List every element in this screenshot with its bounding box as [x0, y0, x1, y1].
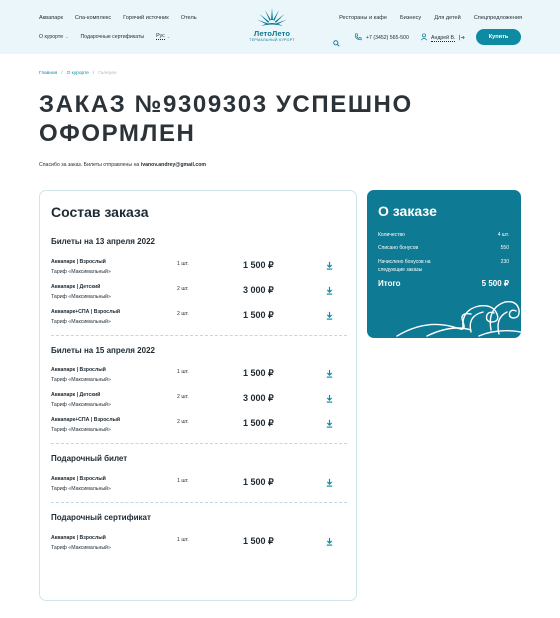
page-title: ЗАКАЗ №9309303 УСПЕШНО ОФОРМЛЕН [39, 91, 413, 147]
summary-label: Количество [378, 232, 405, 238]
order-item [51, 417, 347, 437]
item-quantity: 1 шт. [177, 478, 189, 484]
breadcrumb-current: Галерея [98, 71, 117, 76]
top-nav-right [339, 15, 522, 21]
item-price: 1 500 ₽ [243, 418, 274, 428]
download-icon[interactable] [325, 390, 334, 408]
order-item [51, 284, 347, 304]
item-price: 1 500 ₽ [243, 477, 274, 487]
order-contents-title: Состав заказа [51, 204, 149, 220]
summary-row [378, 244, 509, 252]
breadcrumb-separator: / [61, 71, 63, 76]
order-item [51, 309, 347, 329]
section-title: Подарочный билет [51, 454, 128, 463]
breadcrumb [39, 71, 117, 76]
phone-link[interactable] [354, 33, 409, 43]
item-tariff: Тариф «Максимальный» [51, 319, 111, 325]
download-icon[interactable] [325, 282, 334, 300]
order-item [51, 259, 347, 279]
order-contents-card [39, 190, 357, 601]
item-price: 1 500 ₽ [243, 260, 274, 270]
item-name: Аквапарк | Взрослый [51, 535, 106, 541]
item-name: Аквапарк+СПА | Взрослый [51, 309, 121, 315]
item-price: 1 500 ₽ [243, 536, 274, 546]
item-name: Аквапарк | Взрослый [51, 259, 106, 265]
summary-row [378, 258, 509, 274]
item-tariff: Тариф «Максимальный» [51, 269, 111, 275]
section-title: Билеты на 13 апреля 2022 [51, 237, 155, 246]
item-price: 3 000 ₽ [243, 393, 274, 403]
item-tariff: Тариф «Максимальный» [51, 402, 111, 408]
order-item [51, 476, 347, 496]
language-select[interactable] [156, 33, 170, 40]
item-tariff: Тариф «Максимальный» [51, 486, 111, 492]
order-item [51, 535, 347, 555]
section-title: Билеты на 15 апреля 2022 [51, 346, 155, 355]
logo-name: ЛетоЛето [253, 29, 291, 38]
item-name: Аквапарк+СПА | Взрослый [51, 417, 121, 423]
section-divider [51, 502, 347, 503]
nav-kids[interactable]: Для детей [434, 15, 461, 21]
summary-total [378, 279, 509, 288]
item-name: Аквапарк | Детский [51, 392, 101, 398]
item-price: 1 500 ₽ [243, 368, 274, 378]
section-title: Подарочный сертификат [51, 513, 151, 522]
search-icon[interactable] [333, 34, 340, 52]
buy-button[interactable]: Купить [476, 29, 521, 45]
summary-value: 550 [500, 245, 509, 251]
confirmation-message: Спасибо за заказ. Билеты отправлены на [39, 162, 140, 168]
item-tariff: Тариф «Максимальный» [51, 545, 111, 551]
item-name: Аквапарк | Детский [51, 284, 101, 290]
breadcrumb-home[interactable]: Главная [39, 71, 58, 76]
about-resort-label: О курорте [39, 33, 64, 40]
item-quantity: 1 шт. [177, 261, 189, 267]
total-value: 5 500 ₽ [481, 279, 509, 288]
item-quantity: 1 шт. [177, 537, 189, 543]
download-icon[interactable] [325, 307, 334, 325]
phone-icon [354, 33, 362, 43]
summary-value: 4 шт. [497, 232, 509, 238]
breadcrumb-about[interactable]: О курорте [66, 71, 89, 76]
order-summary-card [367, 190, 521, 338]
nav-hotel[interactable]: Отель [180, 15, 197, 21]
language-label: Рус [156, 33, 165, 39]
nav-restaurants[interactable]: Рестораны и кафе [339, 15, 388, 21]
order-item [51, 367, 347, 387]
chevron-down-icon: ⌄ [65, 34, 69, 39]
item-name: Аквапарк | Взрослый [51, 476, 106, 482]
section-divider [51, 443, 347, 444]
summary-value: 230 [500, 259, 509, 265]
user-account[interactable] [420, 33, 465, 43]
summary-row [378, 231, 509, 239]
phone-number: +7 (3452) 565-500 [366, 35, 409, 41]
chevron-down-icon: ⌄ [166, 34, 171, 39]
summary-label: Начислено бонусов на следующие заказы [378, 259, 431, 273]
section-divider [51, 335, 347, 336]
item-quantity: 2 шт. [177, 394, 189, 400]
logo-tagline: ТЕРМАЛЬНЫЙ КУРОРТ [249, 38, 295, 42]
logout-icon[interactable] [458, 34, 465, 43]
download-icon[interactable] [325, 474, 334, 492]
waves-decoration-icon [367, 288, 521, 338]
download-icon[interactable] [325, 415, 334, 433]
site-logo[interactable] [246, 6, 298, 42]
item-tariff: Тариф «Максимальный» [51, 377, 111, 383]
sun-logo-icon [255, 6, 289, 28]
item-quantity: 2 шт. [177, 419, 189, 425]
order-item [51, 392, 347, 412]
download-icon[interactable] [325, 257, 334, 275]
site-header [0, 0, 560, 54]
nav-business[interactable]: Бизнесу [400, 15, 422, 21]
item-price: 3 000 ₽ [243, 285, 274, 295]
download-icon[interactable] [325, 365, 334, 383]
summary-label: Списано бонусов [378, 245, 419, 251]
item-price: 1 500 ₽ [243, 310, 274, 320]
gift-certificates-link[interactable]: Подарочные сертификаты [80, 33, 145, 40]
confirmation-email: ivanov.andrey@gmail.com [140, 162, 206, 168]
item-quantity: 2 шт. [177, 286, 189, 292]
download-icon[interactable] [325, 533, 334, 551]
nav-hot-spring[interactable]: Горячий источник [123, 15, 169, 21]
secondary-nav [39, 33, 170, 40]
item-tariff: Тариф «Максимальный» [51, 294, 111, 300]
breadcrumb-separator: / [92, 71, 95, 76]
item-name: Аквапарк | Взрослый [51, 367, 106, 373]
about-resort-dropdown[interactable] [39, 34, 68, 40]
item-quantity: 1 шт. [177, 369, 189, 375]
order-confirmation-text [39, 162, 206, 168]
nav-special-offers[interactable]: Спецпредложения [473, 15, 522, 21]
item-quantity: 2 шт. [177, 311, 189, 317]
total-label: Итого [378, 279, 401, 288]
order-summary-title: О заказе [378, 203, 437, 219]
item-tariff: Тариф «Максимальный» [51, 427, 111, 433]
user-name: Андрей В. [431, 34, 456, 41]
nav-aquapark[interactable]: Аквапарк [39, 15, 63, 21]
user-icon [420, 33, 428, 43]
top-nav-left [39, 15, 197, 21]
nav-spa[interactable]: Спа-комплекс [74, 15, 112, 21]
